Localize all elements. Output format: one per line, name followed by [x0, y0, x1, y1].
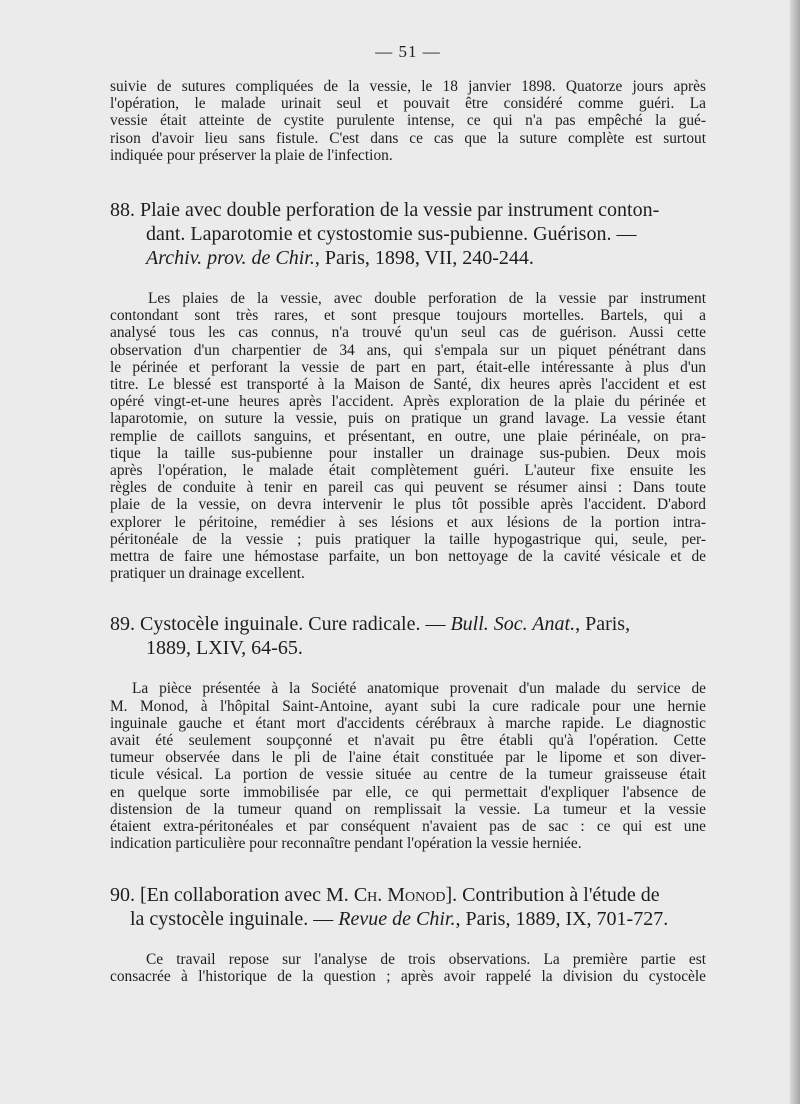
author-name: Ch. Monod — [353, 883, 446, 906]
entry-88-body — [110, 290, 706, 582]
text-line: remplie de caillots sanguins, et présentant, en outre, une plaie périnéale, on pra- — [110, 427, 706, 445]
text-line: rison d'avoir lieu sans fistule. C'est dans ce cas que la suture complète est surtout — [110, 129, 706, 147]
text-line: distension de la tumeur quand on remplissait la vessie. La tumeur et la vessie — [110, 800, 706, 818]
text-line: explorer le péritoine, remédier à ses lésions et aux lésions de la portion intra- — [110, 513, 706, 531]
text-line: opéré vingt-et-une heures après l'accident. Après exploration de la plaie du périnée et — [110, 393, 706, 411]
text-line: indiquée pour préserver la plaie de l'infection. — [110, 146, 393, 164]
entry-90-body — [110, 951, 706, 985]
source-ref: , Paris, 1898, VII, 240-244. — [314, 247, 534, 270]
text-line: laparotomie, on suture la vessie, puis on pratique un grand lavage. La vessie étant — [110, 410, 706, 428]
text-line: tumeur observée dans le pli de l'aine était constituée par le lipome et son diver- — [110, 749, 706, 767]
text-line: règles de conduite à tenir en pareil cas qui peuvent se résumer ainsi : Dans toute — [110, 479, 706, 497]
title-line: dant. Laparotomie et cystostomie sus-pubienne. Guérison. — — [146, 223, 637, 246]
text-line: étaient extra-péritonéales et par conséquent n'avaient pas de sac : ce qui est une — [110, 818, 706, 836]
title-line — [110, 907, 706, 931]
page-number: — 51 — — [375, 42, 441, 61]
text-line: indication particulière pour reconnaître pendant l'opération la vessie herniée. — [110, 835, 582, 853]
text-line: le périnée et perforant la vessie de part en part, était-elle intéressante à plus d'un — [110, 358, 706, 376]
text-line: titre. Le blessé est transporté à la Maison de Santé, dix heures après l'accident et est — [110, 376, 706, 394]
text-line: vessie était atteinte de cystite purulente intense, ce qui n'a pas empêché la gué- — [110, 112, 706, 130]
text-line: péritonéale de la vessie ; puis pratiquer la taille hypogastrique qui, seule, per- — [110, 530, 706, 548]
title-line — [110, 246, 706, 270]
text-line: analysé tous les cas connus, n'a trouvé qu'un seul cas de guérison. Aussi cette — [110, 324, 706, 342]
entry-89-title — [110, 612, 706, 660]
title-line: 1889, LXIV, 64-65. — [146, 637, 303, 660]
text-line: La pièce présentée à la Société anatomique provenait d'un malade du service de — [132, 680, 706, 698]
entry-90-title — [110, 883, 706, 931]
source-ref: , Paris, 1889, IX, 701-727. — [455, 907, 669, 930]
source-ref: , Paris, — [575, 613, 631, 636]
text-line: consacrée à l'historique de la question ; après avoir rappelé la division du cystocèle — [110, 967, 706, 985]
text-line: tique la taille sus-pubienne pour installer un drainage sus-pubien. Deux mois — [110, 444, 706, 462]
continuation-paragraph — [110, 78, 706, 164]
title-line — [110, 612, 706, 636]
text-line: avait été seulement soupçonné et n'avait pu être établi qu'à l'opération. Cette — [110, 732, 706, 750]
title-line — [110, 883, 706, 907]
text-line: contondant sont très rares, et sont presque toujours mortelles. Bartels, qui a — [110, 307, 706, 325]
entry-89-body — [110, 680, 706, 852]
title-text: la cystocèle inguinale. — — [130, 907, 339, 930]
title-text: 89. Cystocèle inguinale. Cure radicale. — — [110, 613, 451, 636]
text-line: mettra de faire une hémostase parfaite, un bon nettoyage de la cavité vésicale et de — [110, 548, 706, 566]
text-line: M. Monod, à l'hôpital Saint-Antoine, ayant subi la cure radicale pour une hernie — [110, 697, 706, 715]
source-journal: Revue de Chir. — [338, 907, 456, 930]
title-line: 88. Plaie avec double perforation de la vessie par instrument conton- — [110, 199, 660, 222]
text-line: plaie de la vessie, on devra intervenir le plus tôt possible après l'accident. D'abord — [110, 496, 706, 514]
text-line: en quelque sorte immobilisée par elle, ce qui permettait d'expliquer l'absence de — [110, 783, 706, 801]
text-line: Les plaies de la vessie, avec double perforation de la vessie par instrument — [148, 290, 706, 308]
page-content — [110, 42, 706, 985]
text-line: ticule vésical. La portion de vessie située au centre de la tumeur graisseuse était — [110, 766, 706, 784]
title-text: 90. [En collaboration avec M. — [110, 883, 354, 906]
text-line: suivie de sutures compliquées de la vessie, le 18 janvier 1898. Quatorze jours après — [110, 78, 706, 95]
page-edge-shadow — [790, 0, 800, 1104]
source-journal: Bull. Soc. Anat. — [450, 613, 576, 636]
text-line: après l'opération, le malade était complètement guéri. L'auteur fixe ensuite les — [110, 462, 706, 480]
text-line: Ce travail repose sur l'analyse de trois observations. La première partie est — [146, 950, 706, 968]
title-text: ]. Contribution à l'étude de — [445, 883, 660, 906]
entry-88-title — [110, 198, 706, 270]
text-line: inguinale gauche et étant mort d'accidents cérébraux à marche rapide. Le diagnostic — [110, 714, 706, 732]
text-line: observation d'un charpentier de 34 ans, qui s'empala sur un piquet pénétrant dans — [110, 341, 706, 359]
text-line: pratiquer un drainage excellent. — [110, 565, 305, 583]
text-line: l'opération, le malade urinait seul et pouvait être considéré comme guéri. La — [110, 95, 706, 113]
source-journal: Archiv. prov. de Chir. — [146, 247, 315, 270]
